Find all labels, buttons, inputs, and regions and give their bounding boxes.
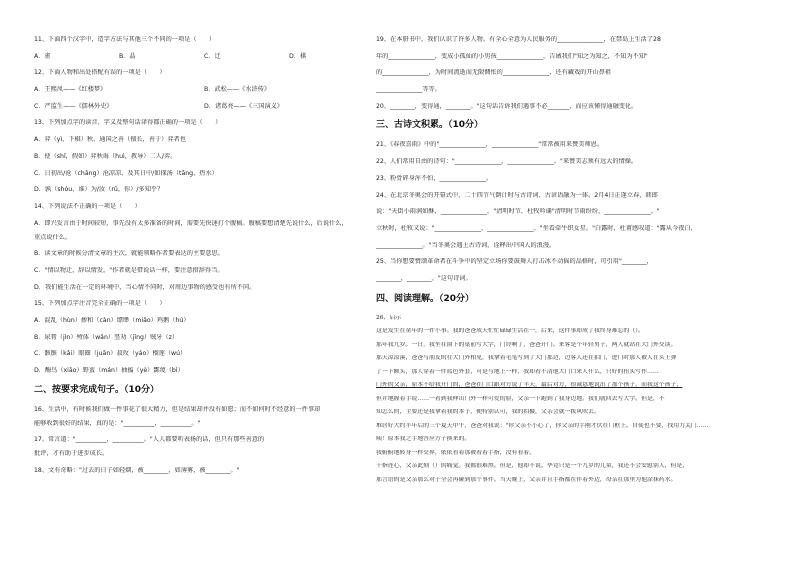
question-23[interactable]: 23、粉骨碎身浑不怕，_______________。 xyxy=(376,174,493,182)
option-d[interactable]: D．我们能生活在一定的环境中，当心情不同时，对周边事物的感受也有所不同。 xyxy=(34,283,256,291)
option-a[interactable]: A．混乱（hùn）掺和（càn）缥缈（miǎo）鸡鹅（hú） xyxy=(34,317,190,324)
question-16-line2[interactable]: 能够收到很好的结果，真的是："__________，__________。" xyxy=(34,419,201,427)
story-line: 咦！原本我之手地答应方子换来的。 xyxy=(376,436,471,443)
question-19-line3[interactable]: 的_______________，为时间流逝而无限惆怅的_______________，还有藏戏的开山鼻祖 xyxy=(376,69,612,77)
question-14-stem: 14、下列说法不正确的一项是（ ） xyxy=(34,202,141,210)
option-d[interactable]: D．孰（shóu，谁）为/汝（rǔ，你）/多知乎？ xyxy=(34,186,164,194)
story-line: 我俯俯地转身一样交界，依依看着那被看着手指，没有看着。 xyxy=(376,449,536,456)
option-b[interactable]: B．使（shǐ，假如）弈秋诲（huì，教导）二人/弈。 xyxy=(34,152,177,160)
left-column xyxy=(34,36,374,484)
option-a[interactable]: A．弈（yì，下棋）秋，通国之善（擅长，善于）弈者也 xyxy=(34,136,186,144)
question-12-options-row2 xyxy=(34,103,374,111)
option-b[interactable]: B．晶 xyxy=(119,52,136,60)
question-17-line1[interactable]: 17、常言道："__________，__________。"人人都要听表扬的话，但只有那些善意的 xyxy=(34,436,265,444)
option-a-line1[interactable]: A．即兴发言由于时间较短，事先没有太多准备的时间，需要先快速打个腹稿。腹稿要想清楚先说什么，后说什么， xyxy=(34,219,348,227)
option-d[interactable]: D．酶鸟（xiāo）野蛮（mán）抽搐（yè）酆蔑（bì） xyxy=(34,367,184,375)
question-19-line4[interactable]: _______________等等。 xyxy=(376,86,441,94)
story-line: 那言语的是父亲那么对于全会再碰到那个事件。当天晚上，父亲并且手指都在伴着外边，母亲在那里为他涂抹药水。 xyxy=(376,476,677,483)
story-label: 26、启示 xyxy=(376,314,402,321)
question-12-options-row1 xyxy=(34,86,374,94)
question-24-line3[interactable]: 立秋时，杜牧又说："_______________，_______________。"坐看牵牛织女星。"白露时，杜甫感叹道："露从今夜白， xyxy=(376,224,697,232)
question-15-stem: 15、下列加点字注音完全正确的一项是（ ） xyxy=(34,300,166,308)
question-18[interactable]: 18、文有奇略："过去的日子如轻烟，被________，如薄雾，被________。" xyxy=(34,467,240,475)
option-b[interactable]: B．读文章的时候分清文章的主次，就能领略作者要表达的主要意思。 xyxy=(34,250,224,258)
story-line: 那年我九岁。一日，我坐在窗下的桌前写大字，门铃响了，爸爸开门。来客是个年轻男子，两人就站在大门外交谈。 xyxy=(376,341,677,348)
story-line: 了一下额头，那人穿着一件蓝色外套，可是与地上一样，我却看不清他大门口来人什么，只好的扭头写作…… xyxy=(376,368,659,375)
question-22[interactable]: 22、人们常用自由的诗句："_______________，_______________。"来赞美志须有远大的情操。 xyxy=(376,158,638,166)
story-line-underlined: 门外的父亲，原本不给我开门的，爸爸在门口跟对方说了半天，最后对方，很诚恳地说出了那个孩子，而我这个孩子， xyxy=(376,382,683,389)
question-20[interactable]: 20、________，变得通，________。"这句话告诉我们遇事不必_______，而应该懂得通融变化。 xyxy=(376,102,638,110)
story-line: 但并地握着手说……一看到我伸出门外一样可爱的脸，父亲一下跑到了我身边地。我们就回去写大字。但是，不 xyxy=(376,395,665,402)
option-c[interactable]: C．"情以物迁，辞以情发。"作者就是借说话一样，要注意措辞得当。 xyxy=(34,266,224,274)
story-line: 这是发生在童年的一件小事。我的爸爸成天忙忙碌碌生活在一，后来，这件事却成了我终身难忘的（）。 xyxy=(376,328,645,335)
option-c[interactable]: C．严监生——《儒林外史》 xyxy=(34,102,113,110)
right-column xyxy=(376,36,771,490)
section-4-title: 四、阅读理解。（20分） xyxy=(376,293,475,304)
question-17-line2: 批评，才有助于进步成长。 xyxy=(34,450,109,458)
option-d[interactable]: D．棋 xyxy=(289,52,307,60)
option-a-line2[interactable]: 重点说什么。 xyxy=(34,233,72,241)
question-24-line1: 24、在北京冬奥会的开幕式中，二十四节气倒计时与古诗词、古谚语融为一体。2月4日正逢立春，韩郎 xyxy=(376,191,658,199)
question-24-line2[interactable]: 说："天街小雨润如酥，_______________。"清明时节，杜牧吟诵"清明时节雨纷纷，_______________。" xyxy=(376,208,660,216)
story-line: 知怎么的，主要还是我拿着我的本子，便特别认可，我的拍摄，父亲会就一拨风吹去。 xyxy=(376,409,600,416)
question-25-line2[interactable]: ________，________。"这句诗词。 xyxy=(376,274,472,282)
question-11-options xyxy=(34,53,374,61)
question-24-line4[interactable]: _______________。"当冬奥会遇上古诗词，诠释出中国人的浪漫。 xyxy=(376,241,556,249)
story-line: 堆居好大约半年后的三个夏天中午，爸爸对我说："你父亲不小心了，你父亲的手刚才伏在门框上。自使也不要，找用力关门…… xyxy=(376,422,709,429)
question-21[interactable]: 21、《春夜喜雨》中的"_______________，_______________"常常被用来赞美师恩。 xyxy=(376,141,604,149)
option-a[interactable]: A．雀 xyxy=(34,52,51,60)
option-c[interactable]: C．日初出/沧（chāng）沧凉凉，及其日中/如探汤（tāng，热水） xyxy=(34,169,218,177)
question-19-line1[interactable]: 19、在本册书中，我们认识了许多人物。有全心全意为人民服务的_______________，在禁岛上生活了28 xyxy=(376,36,661,43)
section-2-title: 二、按要求完成句子。（10分） xyxy=(34,384,160,395)
question-16-line1: 16、生活中，有时候我们做一件事花了很大精力，但是结果却并没有如愿；而不如何时不经意的一件事却 xyxy=(34,405,321,413)
section-3-title: 三、古诗文积累。（10分） xyxy=(376,120,484,131)
option-b[interactable]: B．武松——《水浒传》 xyxy=(204,86,271,94)
option-a[interactable]: A．王熙凤——《红楼梦》 xyxy=(34,86,107,94)
question-11-stem: 11、下面四个汉字中，造字方法与其他三个不同的一项是（ ） xyxy=(34,36,216,43)
question-19-line2[interactable]: 年的_______________，变成小孤仙的小男孩_______________，告诫我们"知之为知之，不知为不知" xyxy=(376,52,648,60)
story-line: 十指连心，父亲此刻（）的痛觉。我都很难熬。但是，他却不说。毕竟只是一个九岁的儿童，我还不会安慰别人，但是， xyxy=(376,463,689,470)
option-c[interactable]: C．骸骸（kǎi）眼圈（juān）菽玫（yáo）榴莲（wú） xyxy=(34,350,187,358)
question-13-stem: 13、下列加点字的读音、字义及整句话译得都正确的一项是（ ） xyxy=(34,119,222,127)
option-c[interactable]: C．迁 xyxy=(204,52,221,60)
option-d[interactable]: D．诸葛亮——《三国演义》 xyxy=(204,102,284,110)
question-12-stem: 12、下面人物和出处搭配有误的一项是（ ） xyxy=(34,69,166,77)
option-b[interactable]: B．尿膏（jìn）殪体（wǎn）竖劝（jīng）贼牙（z） xyxy=(34,333,179,341)
question-25-line1[interactable]: 25、当你想要赞颂革命者在斗争中的坚定立场你要鼓舞人打击冰不动摇的品格时，可引用"________， xyxy=(376,258,653,266)
story-line: 那天凉凉溪，爸爸与朋友的在大门外相见，我拿着毛笔写到了大门那边，边客人还在拍门，进门时那人被人在头上弹 xyxy=(376,355,677,362)
